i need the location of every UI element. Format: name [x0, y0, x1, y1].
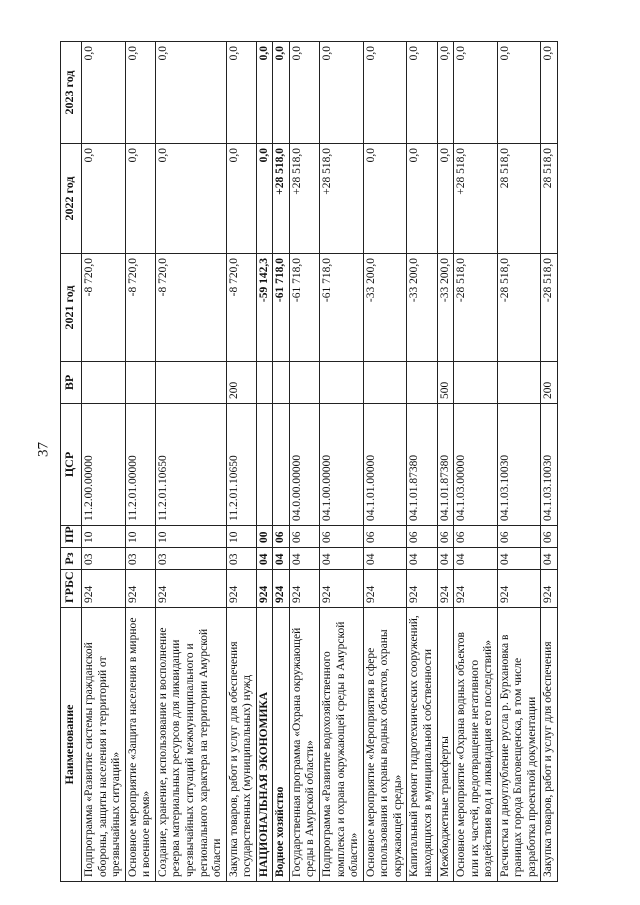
row-name: Основное мероприятие «Защита населения в мирное и военное время» — [125, 608, 155, 882]
row-grbs: 924 — [273, 570, 290, 608]
row-vr: 200 — [541, 362, 558, 404]
row-rz: 04 — [454, 548, 498, 570]
row-2023: 0,0 — [289, 42, 319, 144]
row-2023: 0,0 — [497, 42, 541, 144]
row-2022: 0,0 — [437, 144, 454, 254]
row-csr: 11.2.01.00000 — [125, 404, 155, 526]
row-pr: 06 — [320, 526, 364, 548]
row-2021: -61 718,0 — [320, 254, 364, 362]
row-rz: 04 — [541, 548, 558, 570]
row-name: Закупка товаров, работ и услуг для обеспечения — [541, 608, 558, 882]
row-grbs: 924 — [541, 570, 558, 608]
row-2022: +28 518,0 — [454, 144, 498, 254]
row-grbs: 924 — [497, 570, 541, 608]
row-rz: 04 — [363, 548, 407, 570]
row-2023: 0,0 — [363, 42, 407, 144]
row-2022: 0,0 — [155, 144, 226, 254]
row-vr: 500 — [437, 362, 454, 404]
row-rz: 03 — [82, 548, 126, 570]
header-grbs: ГРБС — [61, 570, 82, 608]
row-vr — [454, 362, 498, 404]
row-2023: 0,0 — [155, 42, 226, 144]
table-row — [497, 42, 541, 882]
table-row — [454, 42, 498, 882]
budget-table — [60, 41, 558, 882]
row-name: Закупка товаров, работ и услуг для обеспечения государственных (муниципальных) нужд — [226, 608, 256, 882]
row-2022: +28 518,0 — [289, 144, 319, 254]
row-grbs: 924 — [256, 570, 273, 608]
row-rz: 04 — [407, 548, 437, 570]
row-grbs: 924 — [155, 570, 226, 608]
row-rz: 04 — [273, 548, 290, 570]
row-name: Водное хозяйство — [273, 608, 290, 882]
row-2022: 0,0 — [82, 144, 126, 254]
table-row — [273, 42, 290, 882]
row-2022: 0,0 — [363, 144, 407, 254]
row-pr: 06 — [497, 526, 541, 548]
row-csr — [256, 404, 273, 526]
row-csr: 11.2.01.10650 — [226, 404, 256, 526]
header-rz: Рз — [61, 548, 82, 570]
row-2023: 0,0 — [82, 42, 126, 144]
row-vr — [256, 362, 273, 404]
row-pr: 00 — [256, 526, 273, 548]
row-name: Расчистка и дноуглубление русла р. Бурхановка в границах города Благовещенска, в том числе разработка проектной документации — [497, 608, 541, 882]
header-name: Наименование — [61, 608, 82, 882]
row-csr: 04.1.03.10030 — [541, 404, 558, 526]
row-2021: -28 518,0 — [454, 254, 498, 362]
row-grbs: 924 — [363, 570, 407, 608]
row-pr: 06 — [407, 526, 437, 548]
row-csr: 11.2.01.10650 — [155, 404, 226, 526]
row-vr — [497, 362, 541, 404]
row-pr: 06 — [541, 526, 558, 548]
row-pr: 10 — [226, 526, 256, 548]
row-rz: 04 — [289, 548, 319, 570]
row-vr — [289, 362, 319, 404]
table-row — [125, 42, 155, 882]
row-csr: 04.1.01.87380 — [407, 404, 437, 526]
row-name: Основное мероприятие «Охрана водных объектов или их частей, предотвращение негативного воздействия вод и ликвидация его последствий» — [454, 608, 498, 882]
header-2021: 2021 год — [61, 254, 82, 362]
row-vr: 200 — [226, 362, 256, 404]
row-2021: -8 720,0 — [155, 254, 226, 362]
row-rz: 04 — [497, 548, 541, 570]
row-2023: 0,0 — [273, 42, 290, 144]
row-grbs: 924 — [437, 570, 454, 608]
row-grbs: 924 — [289, 570, 319, 608]
row-2021: -61 718,0 — [273, 254, 290, 362]
header-csr: ЦСР — [61, 404, 82, 526]
table-header-row — [61, 42, 82, 882]
row-pr: 06 — [454, 526, 498, 548]
table-row — [363, 42, 407, 882]
row-2021: -61 718,0 — [289, 254, 319, 362]
row-grbs: 924 — [82, 570, 126, 608]
row-pr: 06 — [273, 526, 290, 548]
row-grbs: 924 — [454, 570, 498, 608]
row-2021: -8 720,0 — [82, 254, 126, 362]
row-vr — [82, 362, 126, 404]
row-2023: 0,0 — [541, 42, 558, 144]
header-2022: 2022 год — [61, 144, 82, 254]
table-row — [256, 42, 273, 882]
row-2022: 0,0 — [407, 144, 437, 254]
row-2023: 0,0 — [454, 42, 498, 144]
row-pr: 06 — [363, 526, 407, 548]
row-2022: 28 518,0 — [497, 144, 541, 254]
row-2021: -28 518,0 — [497, 254, 541, 362]
row-2022: +28 518,0 — [320, 144, 364, 254]
table-row — [320, 42, 364, 882]
row-2022: +28 518,0 — [273, 144, 290, 254]
header-2023: 2023 год — [61, 42, 82, 144]
row-2021: -8 720,0 — [125, 254, 155, 362]
header-pr: ПР — [61, 526, 82, 548]
row-2022: 28 518,0 — [541, 144, 558, 254]
row-vr — [125, 362, 155, 404]
row-rz: 04 — [320, 548, 364, 570]
table-row — [226, 42, 256, 882]
row-2021: -8 720,0 — [226, 254, 256, 362]
row-2023: 0,0 — [437, 42, 454, 144]
row-csr: 04.1.03.10030 — [497, 404, 541, 526]
row-vr — [320, 362, 364, 404]
row-rz: 04 — [437, 548, 454, 570]
table-row — [289, 42, 319, 882]
page-number: 37 — [35, 442, 52, 457]
row-pr: 10 — [155, 526, 226, 548]
row-csr: 04.0.00.00000 — [289, 404, 319, 526]
row-vr — [407, 362, 437, 404]
row-2023: 0,0 — [320, 42, 364, 144]
header-vr: ВР — [61, 362, 82, 404]
budget-table-container — [60, 42, 600, 882]
row-2022: 0,0 — [256, 144, 273, 254]
row-name: Государственная программа «Охрана окружающей среды в Амурской области» — [289, 608, 319, 882]
row-pr: 06 — [289, 526, 319, 548]
row-grbs: 924 — [407, 570, 437, 608]
row-csr: 04.1.01.87380 — [437, 404, 454, 526]
row-2023: 0,0 — [407, 42, 437, 144]
row-2023: 0,0 — [226, 42, 256, 144]
row-csr: 04.1.03.00000 — [454, 404, 498, 526]
row-grbs: 924 — [226, 570, 256, 608]
row-vr — [155, 362, 226, 404]
table-row — [407, 42, 437, 882]
row-rz: 03 — [155, 548, 226, 570]
row-vr — [363, 362, 407, 404]
row-name: Основное мероприятие «Мероприятия в сфере использования и охраны водных объектов, охраны окружающей среды» — [363, 608, 407, 882]
row-grbs: 924 — [125, 570, 155, 608]
row-rz: 03 — [226, 548, 256, 570]
row-rz: 03 — [125, 548, 155, 570]
row-vr — [273, 362, 290, 404]
row-2023: 0,0 — [125, 42, 155, 144]
table-row — [155, 42, 226, 882]
row-name: НАЦИОНАЛЬНАЯ ЭКОНОМИКА — [256, 608, 273, 882]
row-csr: 04.1.01.00000 — [363, 404, 407, 526]
table-row — [82, 42, 126, 882]
row-pr: 10 — [125, 526, 155, 548]
row-2021: -33 200,0 — [363, 254, 407, 362]
table-body — [82, 42, 558, 882]
row-pr: 06 — [437, 526, 454, 548]
row-csr — [273, 404, 290, 526]
row-2022: 0,0 — [226, 144, 256, 254]
row-name: Подпрограмма «Развитие системы гражданской обороны, защиты населения и территорий от чрезвычайных ситуаций» — [82, 608, 126, 882]
row-2023: 0,0 — [256, 42, 273, 144]
row-2021: -59 142,3 — [256, 254, 273, 362]
row-2021: -28 518,0 — [541, 254, 558, 362]
row-name: Межбюджетные трансферты — [437, 608, 454, 882]
row-name: Капитальный ремонт гидротехнических сооружений, находящихся в муниципальной собственности — [407, 608, 437, 882]
row-pr: 10 — [82, 526, 126, 548]
row-2021: -33 200,0 — [437, 254, 454, 362]
row-name: Подпрограмма «Развитие водохозяйственного комплекса и охрана окружающей среды в Амурской области» — [320, 608, 364, 882]
row-grbs: 924 — [320, 570, 364, 608]
row-2021: -33 200,0 — [407, 254, 437, 362]
row-csr: 11.2.00.00000 — [82, 404, 126, 526]
row-csr: 04.1.00.00000 — [320, 404, 364, 526]
row-2022: 0,0 — [125, 144, 155, 254]
row-name: Создание, хранение, использование и восполнение резерва материальных ресурсов для ликвидации чрезвычайных ситуаций межмуниципального и регионального характера на территории Амурской области — [155, 608, 226, 882]
table-row — [541, 42, 558, 882]
row-rz: 04 — [256, 548, 273, 570]
table-row — [437, 42, 454, 882]
